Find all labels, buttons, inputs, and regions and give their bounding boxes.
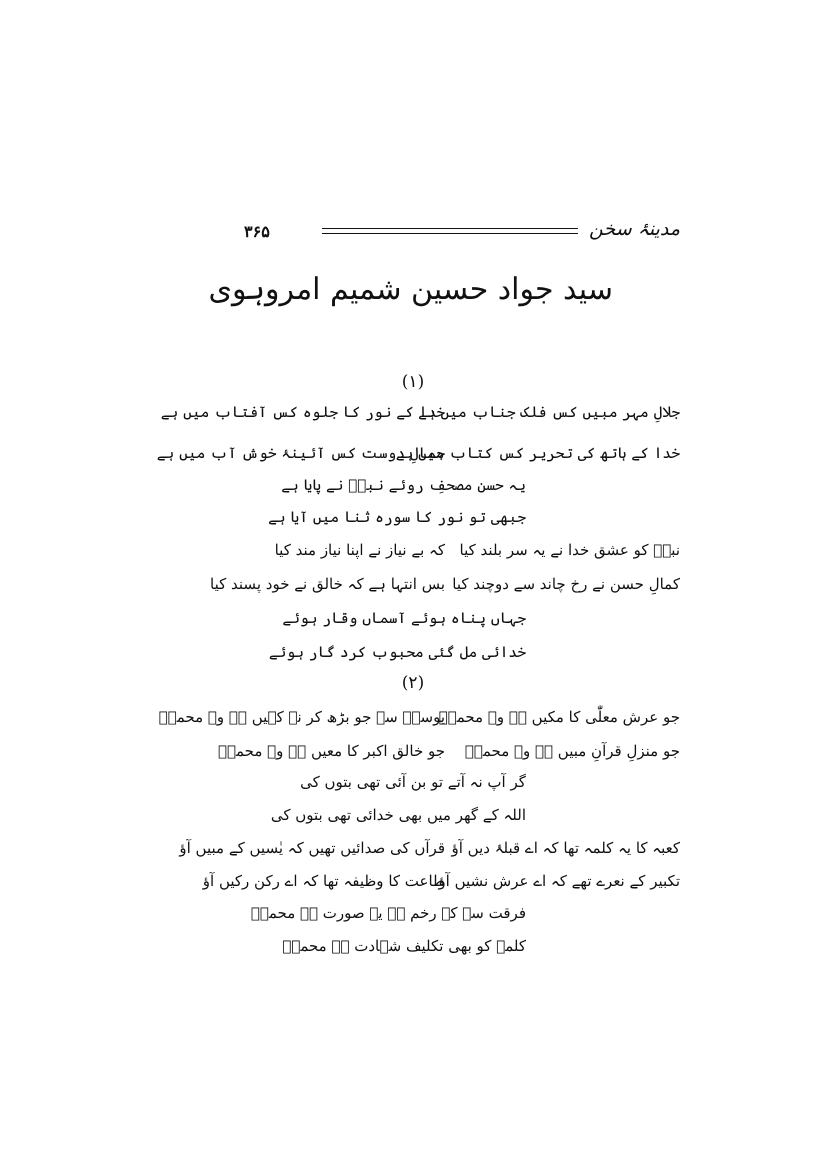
page-number: ۳۶۵ [244, 222, 270, 241]
verse-line-center: گر آپ نہ آتے تو بن آئی تھی بتوں کی [300, 773, 526, 791]
section-number-1: (۱) [401, 372, 425, 392]
verse-line-right: خدا کے ہاتھ کی تحریر کس کتاب میں ہے [395, 444, 680, 462]
verse-line-right: کمالِ حسن نے رخ چاند سے دوچند کیا [452, 575, 680, 593]
verse-line-left: خدا کے نور کا جلوہ کس آفتاب میں ہے [160, 403, 445, 421]
verse-line-left: جمالِ دوست کس آئینۂ خوش آب میں ہے [156, 444, 445, 462]
verse-line-left: قرآں کی صدائیں تھیں کہ یٰسیں کے مبیں آؤ [179, 839, 445, 857]
poet-name-title: سید جواد حسین شمیم امروہوی [208, 272, 613, 307]
verse-line-center: جہاں پناہ ہوئے آسماں وقار ہوئے [282, 609, 526, 627]
verse-line-center: یہ حسن مصحفِ روئے نبیؐ نے پایا ہے [281, 476, 526, 494]
verse-line-center: کلمہ کو بھی تکلیف شہادت ہے محمدؐ [282, 937, 526, 955]
verse-line-right: جلالِ مہر مبیں کس فلک جناب میں ہے [418, 403, 680, 421]
verse-line-left: جو خالق اکبر کا معیں ہے وہ محمدؐ [218, 742, 445, 760]
verse-line-right: کعبہ کا یہ کلمہ تھا کہ اے قبلۂ دیں آؤ [451, 839, 680, 857]
verse-line-right: نبیؐ کو عشق خدا نے یہ سر بلند کیا [459, 541, 680, 559]
header-rule-bottom [322, 233, 578, 234]
verse-line-right: تکبیر کے نعرے تھے کہ اے عرش نشیں آؤ [438, 872, 680, 890]
verse-line-center: جبھی تو نور کا سورہ ثنا میں آیا ہے [268, 508, 526, 526]
verse-line-right: جو منزلِ قرآنِ مبیں ہے وہ محمدؐ [464, 742, 680, 760]
verse-line-center: فرقت سے کہ رخم ہے یہ صورت ہے محمدؐ [250, 904, 526, 922]
verse-line-left: طاعت کا وظیفہ تھا کہ اے رکن رکیں آؤ [202, 872, 445, 890]
verse-line-center: اللہ کے گھر میں بھی خدائی تھی بتوں کی [270, 806, 526, 824]
verse-line-center: خدائی مل گئی محبوب کرد گار ہوئے [268, 643, 526, 661]
verse-line-left: یوسفؑ سے جو بڑھ کر نہ کہیں ہے وہ محمدؐ [158, 708, 445, 726]
book-title-header: مدینۂ سخن [589, 218, 680, 240]
header-rule-top [322, 228, 578, 229]
verse-line-left: بس انتہا ہے کہ خالق نے خود پسند کیا [210, 575, 445, 593]
verse-line-right: جو عرش معلّٰی کا مکیں ہے وہ محمدؐ [438, 708, 680, 726]
section-number-2: (۲) [401, 673, 425, 693]
verse-line-left: کہ بے نیاز نے اپنا نیاز مند کیا [274, 541, 445, 559]
